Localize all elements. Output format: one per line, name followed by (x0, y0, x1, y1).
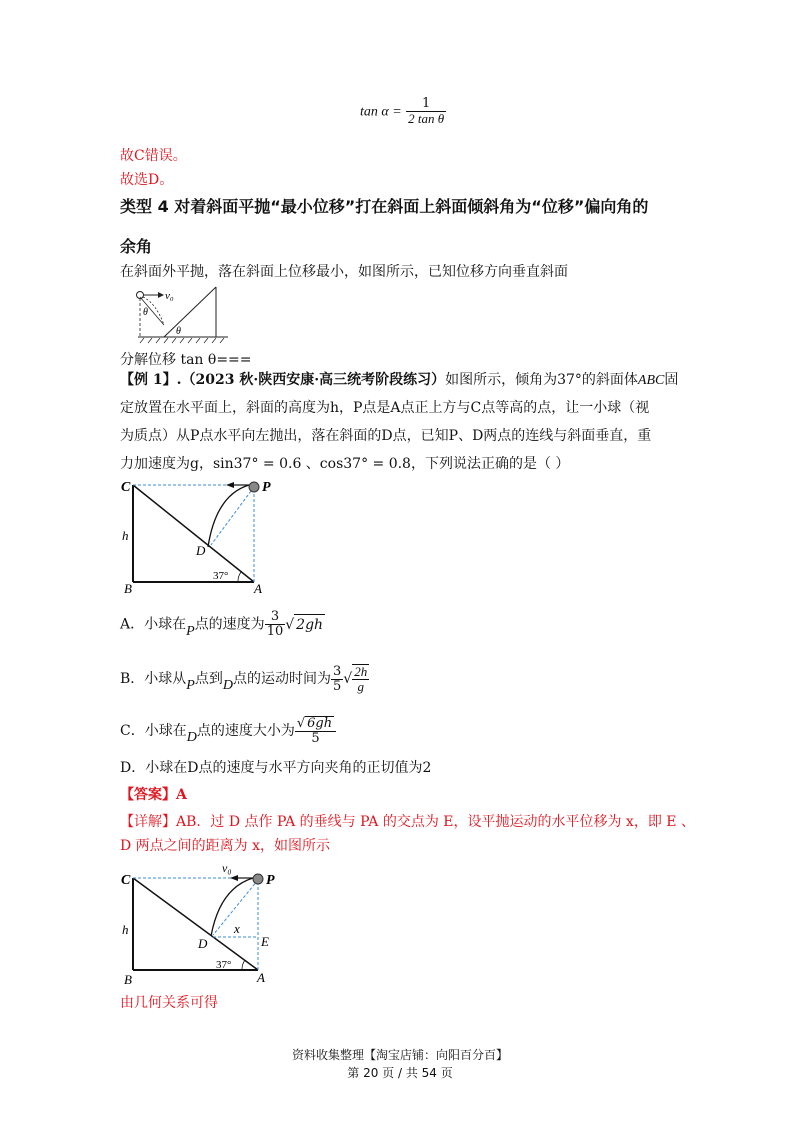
option-d: D．小球在D点的速度与水平方向夹角的正切值为2 (120, 760, 432, 776)
option-c-fraction: $\frac{√ 6gh}{5}$ (295, 716, 336, 746)
geometry-text: 由几何关系可得 (120, 995, 218, 1011)
detail-line1: 【详解】AB．过 D 点作 PA 的垂线与 PA 的交点为 E，设平抛运动的水平位移为 x，即 E 、 (120, 814, 695, 830)
example-line1-rest: 如图所示，倾角为37°的斜面体 (445, 372, 638, 388)
option-b-root-fraction (352, 664, 369, 694)
option-b-num: 3 (332, 663, 342, 679)
option-c-point: D (186, 730, 197, 745)
example-line2: 定放置在水平面上，斜面的高度为h，P点是A点正上方与C点等高的点，让一小球（视 (120, 400, 650, 416)
option-c-pre: C．小球在 (120, 723, 187, 739)
option-b-den: 5 (332, 678, 342, 694)
option-a-pre: A．小球在 (120, 616, 187, 633)
example-line1 (120, 370, 678, 391)
formula-denominator: 2 tan θ (408, 111, 445, 126)
option-c-den: 5 (311, 731, 320, 746)
top-formula (360, 97, 446, 126)
option-b-mid: 点到 (194, 671, 223, 687)
label-angle-2: 37° (216, 959, 232, 971)
example-line1-end: 固 (664, 372, 679, 388)
option-a (120, 610, 325, 639)
small-projectile-diagram (128, 283, 238, 349)
label-p-2: P (266, 873, 275, 888)
label-b: B (124, 581, 132, 595)
option-a-post: 点的速度为 (194, 616, 265, 633)
decomposition-text: 分解位移 tan θ=== (120, 352, 252, 368)
formula-fraction (406, 97, 446, 126)
option-b-rden: g (357, 679, 364, 694)
label-h-2: h (122, 922, 129, 937)
label-h: h (122, 528, 129, 543)
option-a-num: 3 (265, 610, 286, 625)
label-d-2: D (198, 936, 208, 951)
label-b-2: B (124, 972, 132, 987)
formula-numerator: 1 (406, 97, 446, 112)
label-a-2: A (257, 970, 265, 985)
option-b-rnum: 2h (354, 664, 368, 679)
type4-heading-line2: 余角 (120, 237, 153, 256)
detail-line2: D 两点之间的距离为 x，如图所示 (120, 838, 331, 854)
label-e: E (261, 934, 269, 949)
option-b-radical: √ $\frac{2h}{g}$ (343, 664, 368, 694)
c-wrong-text: 故C错误。 (120, 148, 187, 164)
incline-diagram (116, 475, 276, 595)
footer-store: 资料收集整理【淘宝店铺：向阳百分百】 (291, 1048, 508, 1062)
example-line3: 为质点）从P点水平向左抛出，落在斜面的D点，已知P、D两点的连线与斜面垂直，重 (120, 428, 652, 444)
label-c: C (121, 480, 131, 495)
option-b (120, 664, 369, 694)
incline-diagram-with-e (116, 860, 286, 990)
option-c-post: 点的速度大小为 (196, 723, 295, 739)
option-b-fraction (331, 665, 343, 694)
option-c-radicand: 6gh (307, 716, 333, 731)
answer-text: 【答案】A (120, 787, 187, 803)
label-d: D (196, 543, 206, 558)
option-a-fraction (265, 610, 286, 639)
label-c-2: C (121, 873, 131, 888)
formula-lhs: tan α = (360, 104, 402, 120)
label-x: x (234, 921, 240, 936)
choose-d-text: 故选D。 (120, 172, 174, 188)
option-c (120, 716, 336, 746)
type4-heading-line1: 类型 4 对着斜面平抛“最小位移”打在斜面上斜面倾斜角为“位移”偏向角的 (120, 197, 649, 216)
small-v0-label: v₀ (165, 290, 174, 302)
label-angle: 37° (213, 570, 229, 582)
label-a: A (254, 581, 262, 595)
example-abc: ABC (637, 373, 665, 388)
small-theta-bottom: θ (176, 326, 181, 337)
option-a-radicand: 2gh (294, 614, 325, 635)
example-line4: 力加速度为g，sin37° = 0.6 、cos37° = 0.8，下列说法正确的是（ ） (120, 456, 570, 472)
intro-text: 在斜面外平抛，落在斜面上位移最小，如图所示，已知位移方向垂直斜面 (120, 264, 568, 280)
option-a-radical: √ 2gh (285, 617, 325, 633)
footer-page-number: 第 20 页 / 共 54 页 (347, 1066, 453, 1080)
small-theta-top: θ (143, 307, 148, 318)
example-tag: 【例 1】 (120, 372, 177, 388)
option-b-post: 点的运动时间为 (232, 671, 331, 687)
option-a-den: 10 (266, 624, 284, 639)
label-v0: v₀ (222, 861, 232, 875)
option-b-pre: B．小球从 (120, 671, 187, 687)
label-p: P (262, 480, 271, 495)
option-b-point2: D (222, 678, 233, 693)
option-a-point: P (186, 623, 195, 639)
example-source: .（2023 秋·陕西安康·高三统考阶段练习） (176, 372, 446, 388)
option-b-point1: P (186, 678, 195, 693)
